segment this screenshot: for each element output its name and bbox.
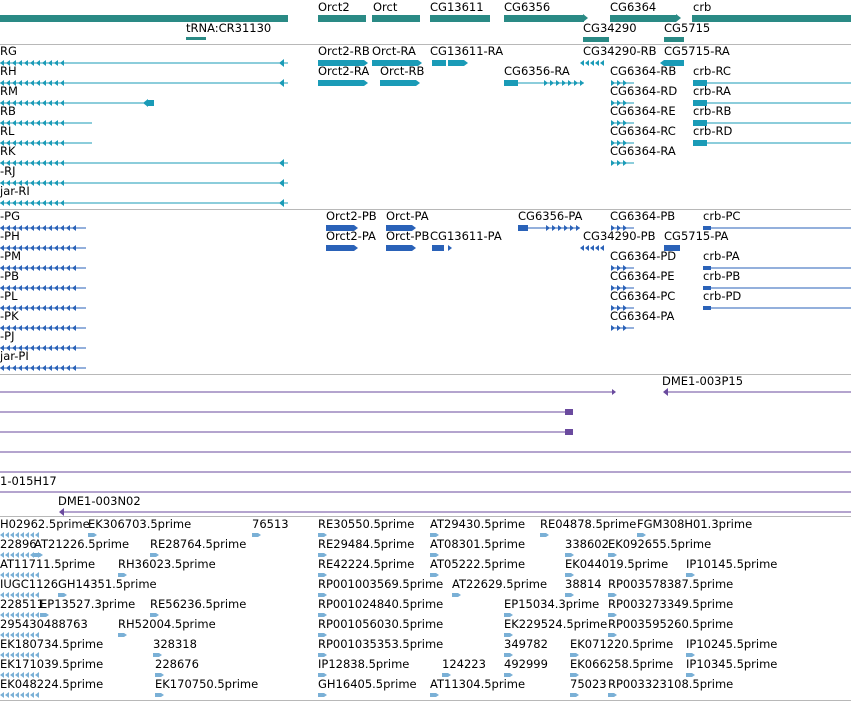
est-label[interactable]: RH36023.5prime <box>118 557 216 571</box>
exon-chevron <box>18 140 22 146</box>
strand-arrow <box>258 533 261 537</box>
exon-chevron <box>20 692 24 698</box>
exon-chevron <box>48 60 52 66</box>
exon-chevron <box>544 80 548 86</box>
transcript-label[interactable]: -RJ <box>0 164 16 178</box>
est-label[interactable]: RP003578387.5prime <box>608 577 734 591</box>
gene-label[interactable]: CG5715 <box>664 21 711 35</box>
est-label[interactable]: RE56236.5prime <box>150 597 247 611</box>
transcript-label[interactable]: RG <box>0 44 17 58</box>
est-feature[interactable] <box>318 693 324 697</box>
exon-chevron <box>24 160 28 166</box>
exon-chevron <box>54 120 58 126</box>
gene-bar[interactable] <box>692 15 851 22</box>
exon-chevron <box>30 140 34 146</box>
exon-chevron <box>18 60 22 66</box>
exon-chevron <box>580 245 584 251</box>
protein-label[interactable]: crb-PA <box>703 249 740 263</box>
gene-label[interactable]: Orct <box>373 0 398 14</box>
exon-chevron <box>54 100 58 106</box>
transcript-label[interactable]: CG6356-RA <box>504 64 570 78</box>
protein-label[interactable]: CG13611-PA <box>430 229 502 243</box>
exon-chevron <box>0 200 4 206</box>
protein-label[interactable]: -PK <box>0 309 19 323</box>
protein-label[interactable]: -PH <box>0 229 20 243</box>
exon-chevron <box>24 140 28 146</box>
exon-chevron <box>24 60 28 66</box>
est-label[interactable]: RE30550.5prime <box>318 517 415 531</box>
exon-chevron <box>36 180 40 186</box>
exon[interactable] <box>504 80 518 86</box>
exon-chevron <box>18 80 22 86</box>
exon-chevron <box>60 200 64 206</box>
exon-chevron <box>570 225 574 231</box>
transcript-label[interactable]: crb-RA <box>693 84 731 98</box>
exon-chevron <box>546 225 550 231</box>
exon-chevron <box>590 60 594 66</box>
transcript-label[interactable]: crb-RD <box>693 124 733 138</box>
exon-chevron <box>15 692 19 698</box>
est-feature[interactable] <box>540 533 546 537</box>
est-label[interactable]: EK180734.5prime <box>0 637 104 651</box>
strand-arrow <box>143 99 148 107</box>
transcript-label[interactable]: CG6364-RB <box>610 64 677 78</box>
exon-chevron <box>36 100 40 106</box>
est-label[interactable]: 124223 <box>442 657 486 671</box>
est-label[interactable]: RE42224.5prime <box>318 557 415 571</box>
strand-arrow <box>612 389 616 395</box>
gene-bar[interactable] <box>372 15 420 22</box>
est-label[interactable]: RE04878.5prime <box>540 517 637 531</box>
est-label[interactable]: AT29430.5prime <box>430 517 526 531</box>
exon-chevron <box>562 80 566 86</box>
est-label[interactable]: IP10245.5prime <box>686 637 778 651</box>
est-label[interactable]: EK048224.5prime <box>0 677 104 691</box>
exon-chevron <box>600 60 604 66</box>
exon-chevron <box>42 100 46 106</box>
transcript-label[interactable]: crb-RC <box>693 64 731 78</box>
est-label[interactable]: 228511 <box>0 597 44 611</box>
transcript-label[interactable]: CG34290-RB <box>583 44 657 58</box>
strand-arrow <box>324 693 327 697</box>
est-label[interactable]: AT11711.5prime <box>0 557 96 571</box>
exon-chevron <box>10 692 14 698</box>
protein-label[interactable]: CG5715-PA <box>664 229 729 243</box>
exon-chevron <box>0 692 4 698</box>
transcript-label[interactable]: CG13611-RA <box>430 44 504 58</box>
exon-chevron <box>585 60 589 66</box>
transcript-label[interactable]: RB <box>0 104 16 118</box>
exon-chevron <box>48 100 52 106</box>
strand-arrow <box>124 633 127 637</box>
strand-arrow <box>364 80 368 86</box>
exon-chevron <box>24 120 28 126</box>
exon-chevron <box>42 80 46 86</box>
exon-chevron <box>54 60 58 66</box>
exon-chevron <box>60 80 64 86</box>
est-label[interactable]: IUGC1126 <box>0 577 59 591</box>
exon-chevron <box>12 200 16 206</box>
exon-chevron <box>54 180 58 186</box>
transcript-label[interactable]: RL <box>0 124 15 138</box>
transcript-label[interactable]: RK <box>0 144 16 158</box>
exon[interactable] <box>318 80 364 86</box>
exon-chevron <box>18 100 22 106</box>
transcript-label[interactable]: CG6364-RE <box>610 104 676 118</box>
exon[interactable] <box>386 245 412 251</box>
strand-arrow <box>458 593 461 597</box>
exon-chevron <box>36 140 40 146</box>
strand-arrow <box>576 693 579 697</box>
est-label[interactable]: 328318 <box>153 637 197 651</box>
exon-chevron <box>42 180 46 186</box>
est-feature[interactable] <box>118 633 124 637</box>
strand-arrow <box>279 199 284 207</box>
transcript-label[interactable]: jar-RI <box>0 184 30 198</box>
exon-chevron <box>24 100 28 106</box>
gene-label[interactable]: CG6364 <box>610 0 657 14</box>
est-label[interactable]: FGM308H01.3prime <box>637 517 753 531</box>
protein-label[interactable]: jar-PI <box>0 349 29 363</box>
strand-arrow <box>279 59 284 67</box>
est-label[interactable]: RH52004.5prime <box>118 617 216 631</box>
exon-chevron <box>5 692 9 698</box>
clone-label[interactable]: DME1-003N02 <box>58 494 141 508</box>
protein-label[interactable]: -PL <box>0 289 18 303</box>
exon-chevron <box>36 160 40 166</box>
protein-label[interactable]: crb-PD <box>703 289 742 303</box>
est-label[interactable]: RP001035353.5prime <box>318 637 444 651</box>
exon-chevron <box>24 200 28 206</box>
transcript-label[interactable]: crb-RB <box>693 104 732 118</box>
protein-label[interactable]: CG34290-PB <box>583 229 656 243</box>
exon[interactable] <box>432 245 444 251</box>
est-label[interactable]: EK306703.5prime <box>88 517 192 531</box>
est-label[interactable]: GH16405.5prime <box>318 677 417 691</box>
est-label[interactable]: GH14351.5prime <box>58 577 157 591</box>
transcript-label[interactable]: CG6364-RA <box>610 144 676 158</box>
protein-label[interactable]: Orct2-PA <box>326 229 376 243</box>
est-label[interactable]: EK229524.5prime <box>504 617 608 631</box>
exon-chevron <box>54 140 58 146</box>
exon-chevron <box>595 245 599 251</box>
gene-bar[interactable] <box>583 37 609 42</box>
exon-chevron <box>24 80 28 86</box>
transcript-label[interactable]: Orct2-RB <box>318 44 370 58</box>
exon-chevron <box>42 140 46 146</box>
est-label[interactable]: RP001024840.5prime <box>318 597 444 611</box>
est-label[interactable]: EK071220.5prime <box>570 637 674 651</box>
est-feature[interactable] <box>452 593 458 597</box>
est-label[interactable]: IP10145.5prime <box>686 557 778 571</box>
strand-arrow <box>279 79 284 87</box>
est-label[interactable]: AT21226.5prime <box>34 537 130 551</box>
gene-bar[interactable] <box>318 15 366 22</box>
exon-chevron <box>54 200 58 206</box>
protein-label[interactable]: CG6364-PC <box>610 289 676 303</box>
strand-arrow <box>546 533 549 537</box>
exon-chevron <box>36 120 40 126</box>
est-label[interactable]: EK092655.5prime <box>608 537 712 551</box>
gene-label[interactable]: tRNA:CR31130 <box>186 21 272 35</box>
exon[interactable] <box>148 100 154 106</box>
protein-label[interactable]: CG6364-PD <box>610 249 677 263</box>
exon-chevron <box>30 120 34 126</box>
exon-chevron <box>30 100 34 106</box>
est-feature[interactable] <box>252 533 258 537</box>
protein-label[interactable]: CG6364-PE <box>610 269 675 283</box>
gene-bar[interactable] <box>504 15 584 22</box>
est-label[interactable]: H02962.5prime <box>0 517 90 531</box>
transcript-label[interactable]: CG5715-RA <box>664 44 730 58</box>
strand-arrow <box>354 245 358 251</box>
est-label[interactable]: AT05222.5prime <box>430 557 526 571</box>
est-label[interactable]: AT08301.5prime <box>430 537 526 551</box>
exon[interactable] <box>448 60 464 66</box>
exon-chevron <box>30 200 34 206</box>
transcript-label[interactable]: RM <box>0 84 18 98</box>
exon-chevron <box>18 120 22 126</box>
exon-chevron <box>60 160 64 166</box>
exon-chevron <box>6 200 10 206</box>
strand-arrow <box>416 80 420 86</box>
exon-chevron <box>558 225 562 231</box>
exon-chevron <box>60 60 64 66</box>
est-label[interactable]: EK171039.5prime <box>0 657 104 671</box>
exon-chevron <box>30 692 34 698</box>
est-label[interactable]: IP12838.5prime <box>318 657 410 671</box>
est-feature[interactable] <box>155 693 161 697</box>
strand-arrow <box>436 693 439 697</box>
gene-bar[interactable] <box>430 15 490 22</box>
exon-chevron <box>25 692 29 698</box>
est-label[interactable]: 22896 <box>0 537 37 551</box>
exon-chevron <box>36 80 40 86</box>
exon-chevron <box>48 180 52 186</box>
exon-chevron <box>36 200 40 206</box>
exon-chevron <box>580 60 584 66</box>
exon-chevron <box>18 200 22 206</box>
exon-chevron <box>576 225 580 231</box>
est-label[interactable]: EK044019.5prime <box>565 557 669 571</box>
exon[interactable] <box>432 60 446 66</box>
exon-chevron <box>48 120 52 126</box>
protein-label[interactable]: -PB <box>0 269 19 283</box>
gene-label[interactable]: CG6356 <box>504 0 551 14</box>
strand-arrow <box>448 245 452 251</box>
strand-arrow <box>663 388 668 396</box>
exon-chevron <box>60 140 64 146</box>
exon[interactable] <box>380 80 416 86</box>
exon-chevron <box>585 245 589 251</box>
est-label[interactable]: EK066258.5prime <box>570 657 674 671</box>
est-label[interactable]: RP001056030.5prime <box>318 617 444 631</box>
exon-chevron <box>574 80 578 86</box>
exon-chevron <box>48 140 52 146</box>
protein-label[interactable]: -PJ <box>0 329 15 343</box>
transcript-label[interactable]: Orct2-RA <box>318 64 370 78</box>
protein-label[interactable]: CG6364-PA <box>610 309 675 323</box>
exon-chevron <box>580 80 584 86</box>
exon[interactable] <box>565 409 573 415</box>
gene-label[interactable]: CG13611 <box>430 0 484 14</box>
protein-label[interactable]: CG6364-PB <box>610 209 676 223</box>
gene-label[interactable]: crb <box>693 0 712 14</box>
exon-chevron <box>600 245 604 251</box>
exon-chevron <box>30 60 34 66</box>
exon-chevron <box>30 160 34 166</box>
est-label[interactable]: RP003273349.5prime <box>608 597 734 611</box>
strand-arrow <box>279 179 284 187</box>
est-label[interactable]: 295430488763 <box>0 617 88 631</box>
exon-chevron <box>54 80 58 86</box>
exon[interactable] <box>326 245 354 251</box>
exon-chevron <box>30 180 34 186</box>
est-label[interactable]: 228676 <box>155 657 199 671</box>
transcript-label[interactable]: Orct-RB <box>380 64 425 78</box>
est-label[interactable]: RE29484.5prime <box>318 537 415 551</box>
strand-arrow <box>464 60 468 66</box>
exon-chevron <box>60 120 64 126</box>
exon-chevron <box>30 80 34 86</box>
exon-chevron <box>590 245 594 251</box>
exon-chevron <box>42 60 46 66</box>
strand-arrow <box>59 508 64 516</box>
exon[interactable] <box>565 429 573 435</box>
exon-chevron <box>42 120 46 126</box>
est-feature[interactable] <box>570 693 576 697</box>
protein-label[interactable]: Orct-PA <box>386 209 429 223</box>
est-label[interactable]: RP001003569.5prime <box>318 577 444 591</box>
est-label[interactable]: 38814 <box>565 577 602 591</box>
protein-label[interactable]: crb-PB <box>703 269 741 283</box>
gene-label[interactable]: Orct2 <box>318 0 350 14</box>
exon-chevron <box>18 160 22 166</box>
exon-chevron <box>556 80 560 86</box>
est-feature[interactable] <box>608 693 614 697</box>
est-feature[interactable] <box>430 693 436 697</box>
est-label[interactable]: AT22629.5prime <box>452 577 548 591</box>
strand-arrow <box>614 693 617 697</box>
est-label[interactable]: 349782 <box>504 637 548 651</box>
transcript-label[interactable]: CG6364-RD <box>610 84 678 98</box>
exon-chevron <box>42 160 46 166</box>
est-label[interactable]: AT11304.5prime <box>430 677 526 691</box>
transcript-label[interactable]: RH <box>0 64 17 78</box>
protein-label[interactable]: -PM <box>0 249 22 263</box>
est-label[interactable]: IP10345.5prime <box>686 657 778 671</box>
exon-chevron <box>550 80 554 86</box>
gene-bar[interactable] <box>664 37 684 42</box>
exon-chevron <box>48 200 52 206</box>
gene-bar[interactable] <box>186 37 206 40</box>
transcript-label[interactable]: Orct-RA <box>372 44 416 58</box>
exon-chevron <box>564 225 568 231</box>
est-label[interactable]: EK170750.5prime <box>155 677 259 691</box>
est-label[interactable]: RE28764.5prime <box>150 537 247 551</box>
exon-chevron <box>48 80 52 86</box>
exon-chevron <box>60 180 64 186</box>
clone-label[interactable]: DME1-003P15 <box>662 374 744 388</box>
est-label[interactable]: RP003595260.5prime <box>608 617 734 631</box>
clone-label[interactable]: 1-015H17 <box>0 474 57 488</box>
est-label[interactable]: 492999 <box>504 657 548 671</box>
exon-chevron <box>552 225 556 231</box>
strand-arrow <box>161 693 164 697</box>
est-label[interactable]: 75023 <box>570 677 607 691</box>
est-label[interactable]: 338602 <box>565 537 609 551</box>
protein-label[interactable]: CG6356-PA <box>518 209 583 223</box>
protein-label[interactable]: Orct2-PB <box>326 209 377 223</box>
est-label[interactable]: EP15034.3prime <box>504 597 600 611</box>
exon-chevron <box>36 60 40 66</box>
est-label[interactable]: RP003323108.5prime <box>608 677 734 691</box>
exon-chevron <box>60 100 64 106</box>
exon-chevron <box>48 160 52 166</box>
protein-label[interactable]: Orct-PB <box>386 229 430 243</box>
exon-chevron <box>568 80 572 86</box>
strand-arrow <box>279 159 284 167</box>
gene-label[interactable]: CG34290 <box>583 21 637 35</box>
exon[interactable] <box>518 225 528 231</box>
protein-label[interactable]: crb-PC <box>703 209 741 223</box>
est-label[interactable]: 76513 <box>252 517 289 531</box>
exon-chevron <box>35 692 39 698</box>
est-label[interactable]: EP13527.3prime <box>40 597 136 611</box>
exon-chevron <box>42 200 46 206</box>
protein-label[interactable]: -PG <box>0 209 20 223</box>
exon-chevron <box>595 60 599 66</box>
exon-chevron <box>54 160 58 166</box>
strand-arrow <box>412 245 416 251</box>
transcript-label[interactable]: CG6364-RC <box>610 124 676 138</box>
